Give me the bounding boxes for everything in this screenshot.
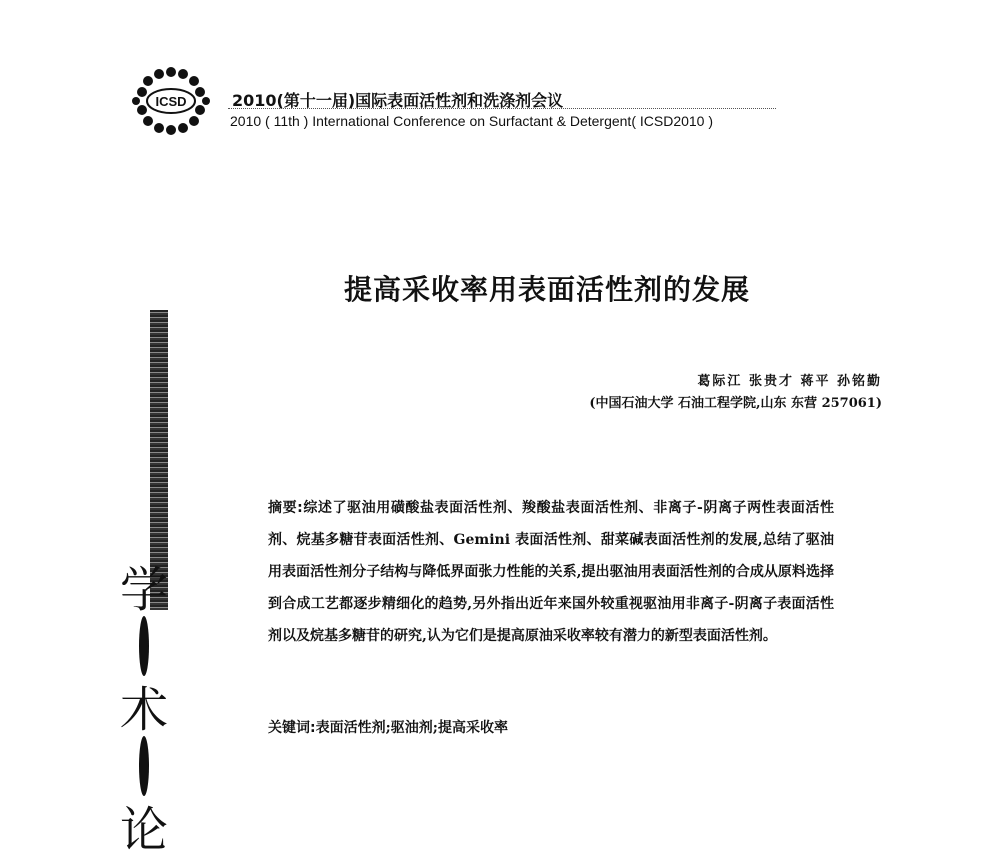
icsd-logo bbox=[128, 66, 214, 136]
header-divider bbox=[228, 108, 776, 109]
paper-authors: 葛际江 张贵才 蒋平 孙铭勤 bbox=[697, 374, 882, 389]
side-char-1: 学 bbox=[119, 562, 168, 618]
logo-text: ICSD bbox=[155, 94, 187, 109]
conference-title-en: 2010 ( 11th ) International Conference on Surfactant & Detergent( ICSD2010 ) bbox=[230, 113, 714, 129]
keywords bbox=[268, 716, 834, 740]
abstract-label: 摘要: bbox=[268, 500, 303, 516]
conference-title-cn: 2010(第十一届)国际表面活性剂和洗涤剂会议 bbox=[232, 91, 564, 110]
paper-affiliation: (中国石油大学 石油工程学院,山东 东营 257061) bbox=[589, 396, 882, 411]
keywords-text: 表面活性剂;驱油剂;提高采收率 bbox=[315, 720, 508, 736]
keywords-label: 关键词: bbox=[268, 720, 316, 736]
side-char-2: 术 bbox=[119, 682, 168, 738]
abstract-text: 综述了驱油用磺酸盐表面活性剂、羧酸盐表面活性剂、非离子-阴离子两性表面活性剂、烷基多糖苷表面活性剂、Gemini 表面活性剂、甜菜碱表面活性剂的发展,总结了驱油用表面活性剂分子结构与降低界面张力性能的关系,提出驱油用表面活性剂的合成从原料选择到合成工艺都逐步精细化的趋势,另外指出近年来国外较重视驱油用非离子-阴离子表面活性剂以及烷基多糖苷的研究,认为它们是提高原油采收率较有潜力的新型表面活性剂。 bbox=[268, 500, 834, 644]
side-dot-2 bbox=[139, 736, 149, 796]
side-dot-1 bbox=[139, 616, 149, 676]
side-char-3: 论 bbox=[119, 802, 168, 858]
abstract bbox=[268, 492, 834, 652]
side-section-label bbox=[104, 560, 184, 860]
paper-title: 提高采收率用表面活性剂的发展 bbox=[343, 273, 750, 306]
